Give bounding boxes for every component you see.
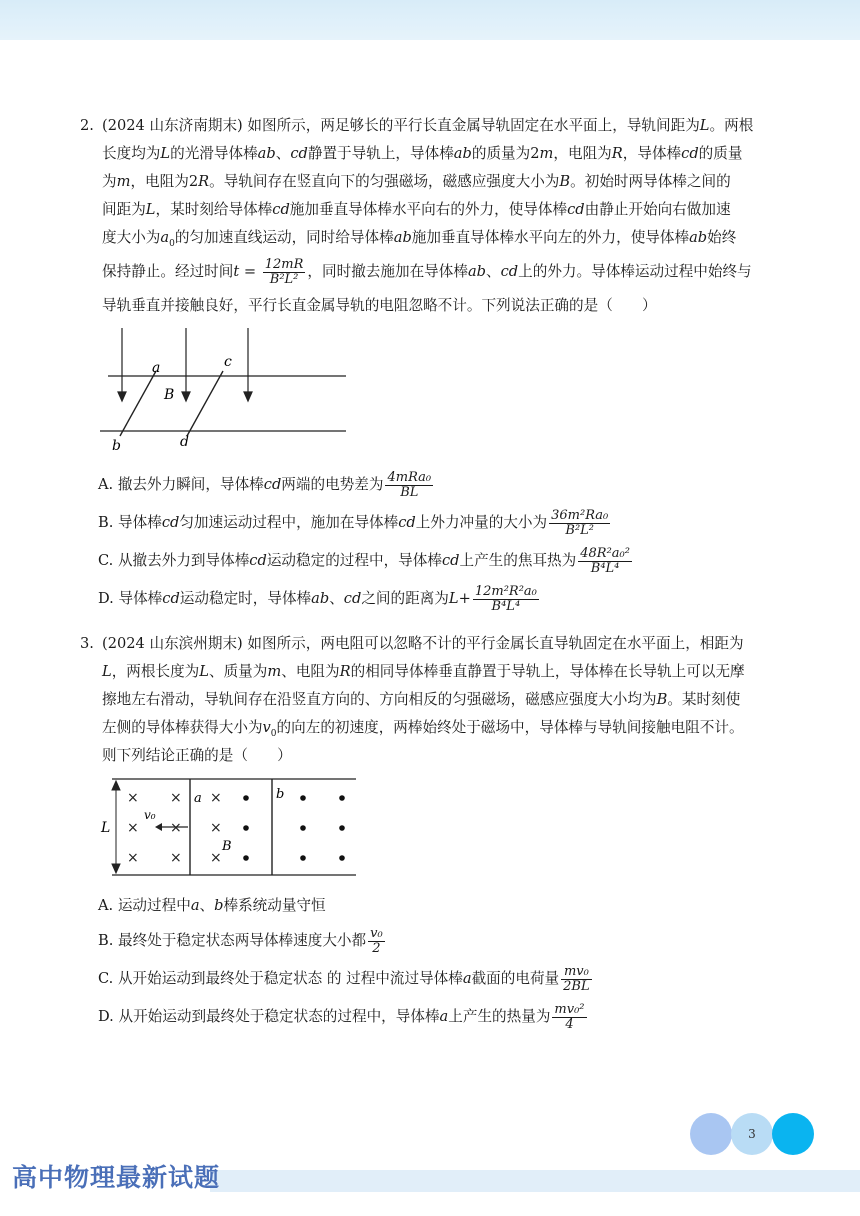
option-2D: D. 导体棒 cd 运动稳定时，导体棒 ab 、 cd 之间的距离为 L + $\frac{\text{12m²R²a₀}}{\text{B⁴L⁴}}$ [98, 583, 537, 614]
question-2: 2. (2024 山东济南期末) 如图所示，两足够长的平行长直金属导轨固定在水平面上，导轨间距为L。两根 长度均为L的光滑导体棒ab、cd静置于导轨上，导体棒ab的质量为2m，电阻为R，导体棒cd的质量 为m，电阻为2R。导轨间存在竖直向下的匀强磁场，磁感应强度大小为B。初始时两导体棒之间的 间距为L，某时刻给导体棒cd施加垂直导体棒水平向右的外力，使导体棒cd由静止开始向右做加速 度大小为$a_0$的匀加速直线运动，同时给导体棒ab施加垂直导体棒水平向左的外力，使导体棒ab始终 保持静止。经过时间t = $\frac{12mR}{\text{B²L²}}$ ，同时撤去施加在导体棒ab、cd上的外力。导体棒运动过程中始终与 导轨垂直并接触良好，平行长直金属导轨的电阻忽略不计。下列说法正确的是（ ） a c B b d A. 撤去外力瞬间，导体棒 cd 两端的电势差为 $\frac{\text{4mRa₀}}{BL}$ B. 导体棒 cd 匀加速运动过程中，施加在导体棒 cd 上外力冲量的大小为 $\frac{\text{36m²Ra₀}}{\text{B²L²}}$ C. 从撤去外力到导体棒 cd 运动稳定的过程中，导体棒 cd 上产生的焦耳热为 $\frac{\text{48R²a₀²}}{\text{B⁴L⁴}}$ D. 导体棒 cd 运动稳定时，导体棒 ab 、 cd 之间的距离为 L + $\frac{\text{12m²R²a₀}}{\text{B⁴L⁴}}$ [80, 112, 800, 618]
svg-text:×: × [170, 820, 182, 836]
time-fraction: $\frac{12mR}{\text{B²L²}}$ [264, 256, 304, 287]
option-3B: B. 最终处于稳定状态两导体棒速度大小都 $\frac{\text{v₀}}{2}$ [98, 925, 383, 956]
label-b: b [112, 438, 121, 454]
question-source: (2024 山东济南期末) [102, 117, 243, 134]
footer-banner [210, 1170, 860, 1192]
svg-text:×: × [210, 790, 222, 806]
svg-text:×: × [170, 850, 182, 866]
label-B: B [164, 387, 175, 403]
label-c: c [224, 354, 232, 370]
rail-diagram-q3 [98, 776, 358, 880]
question-3: 3. (2024 山东滨州期末) 如图所示，两电阻可以忽略不计的平行金属长直导轨固定在水平面上，相距为 L，两根长度为L、质量为m、电阻为R的相同导体棒垂直静置于导轨上，导体棒在长导轨上可以无摩 擦地左右滑动，导轨间存在沿竖直方向的、方向相反的匀强磁场，磁感应强度大小均为B。某时刻使 左侧的导体棒获得大小为$v_0$的向左的初速度，两棒始终处于磁场中，导体棒与导轨间接触电阻不计。 则下列结论正确的是（ ） × × × × × × × × × L v₀ a b B A. 运动过程中a、b棒系统动量守恒 B. 最终处于稳定状态两导体棒速度大小都 $\frac{\text{v₀}}{2}$ C. 从开始运动到最终处于稳定状态 的 过程中流过导体棒 a 截面的电荷量 $\frac{\text{mv₀}}{2BL}$ D. 从开始运动到最终处于稳定状态的过程中，导体棒 a 上产生的热量为 $\frac{\text{mv₀²}}{4}$ [80, 630, 800, 1036]
svg-text:×: × [127, 790, 139, 806]
question-number: 3. [80, 635, 94, 652]
label-B: B [222, 839, 232, 854]
top-banner [0, 0, 860, 40]
option-3A: A. 运动过程中a、b棒系统动量守恒 [98, 897, 326, 914]
rail-diagram-q2 [98, 326, 358, 456]
option-3C: C. 从开始运动到最终处于稳定状态 的 过程中流过导体棒 a 截面的电荷量 $\frac{\text{mv₀}}{2BL}$ [98, 963, 590, 994]
svg-text:×: × [127, 850, 139, 866]
svg-text:×: × [210, 850, 222, 866]
label-v0: v₀ [144, 808, 156, 822]
option-3D: D. 从开始运动到最终处于稳定状态的过程中，导体棒 a 上产生的热量为 $\frac{\text{mv₀²}}{4}$ [98, 1001, 585, 1032]
svg-text:×: × [170, 790, 182, 806]
brand-logo: 高中物理最新试题 [12, 1163, 221, 1192]
option-2B: B. 导体棒 cd 匀加速运动过程中，施加在导体棒 cd 上外力冲量的大小为 $\frac{\text{36m²Ra₀}}{\text{B²L²}}$ [98, 507, 609, 538]
question-content [80, 112, 800, 1036]
label-a: a [194, 791, 202, 806]
label-d: d [180, 434, 189, 450]
option-2C: C. 从撤去外力到导体棒 cd 运动稳定的过程中，导体棒 cd 上产生的焦耳热为 $\frac{\text{48R²a₀²}}{\text{B⁴L⁴}}$ [98, 545, 630, 576]
svg-text:×: × [210, 820, 222, 836]
label-L: L [101, 820, 111, 836]
option-2A: A. 撤去外力瞬间，导体棒 cd 两端的电势差为 $\frac{\text{4mRa₀}}{BL}$ [98, 469, 432, 500]
label-a: a [152, 360, 161, 376]
page-indicator [690, 1113, 814, 1155]
question-number: 2. [80, 117, 94, 134]
question-source: (2024 山东滨州期末) [102, 635, 243, 652]
label-b: b [276, 787, 285, 802]
page-number: 3 [748, 1127, 756, 1141]
svg-text:×: × [127, 820, 139, 836]
